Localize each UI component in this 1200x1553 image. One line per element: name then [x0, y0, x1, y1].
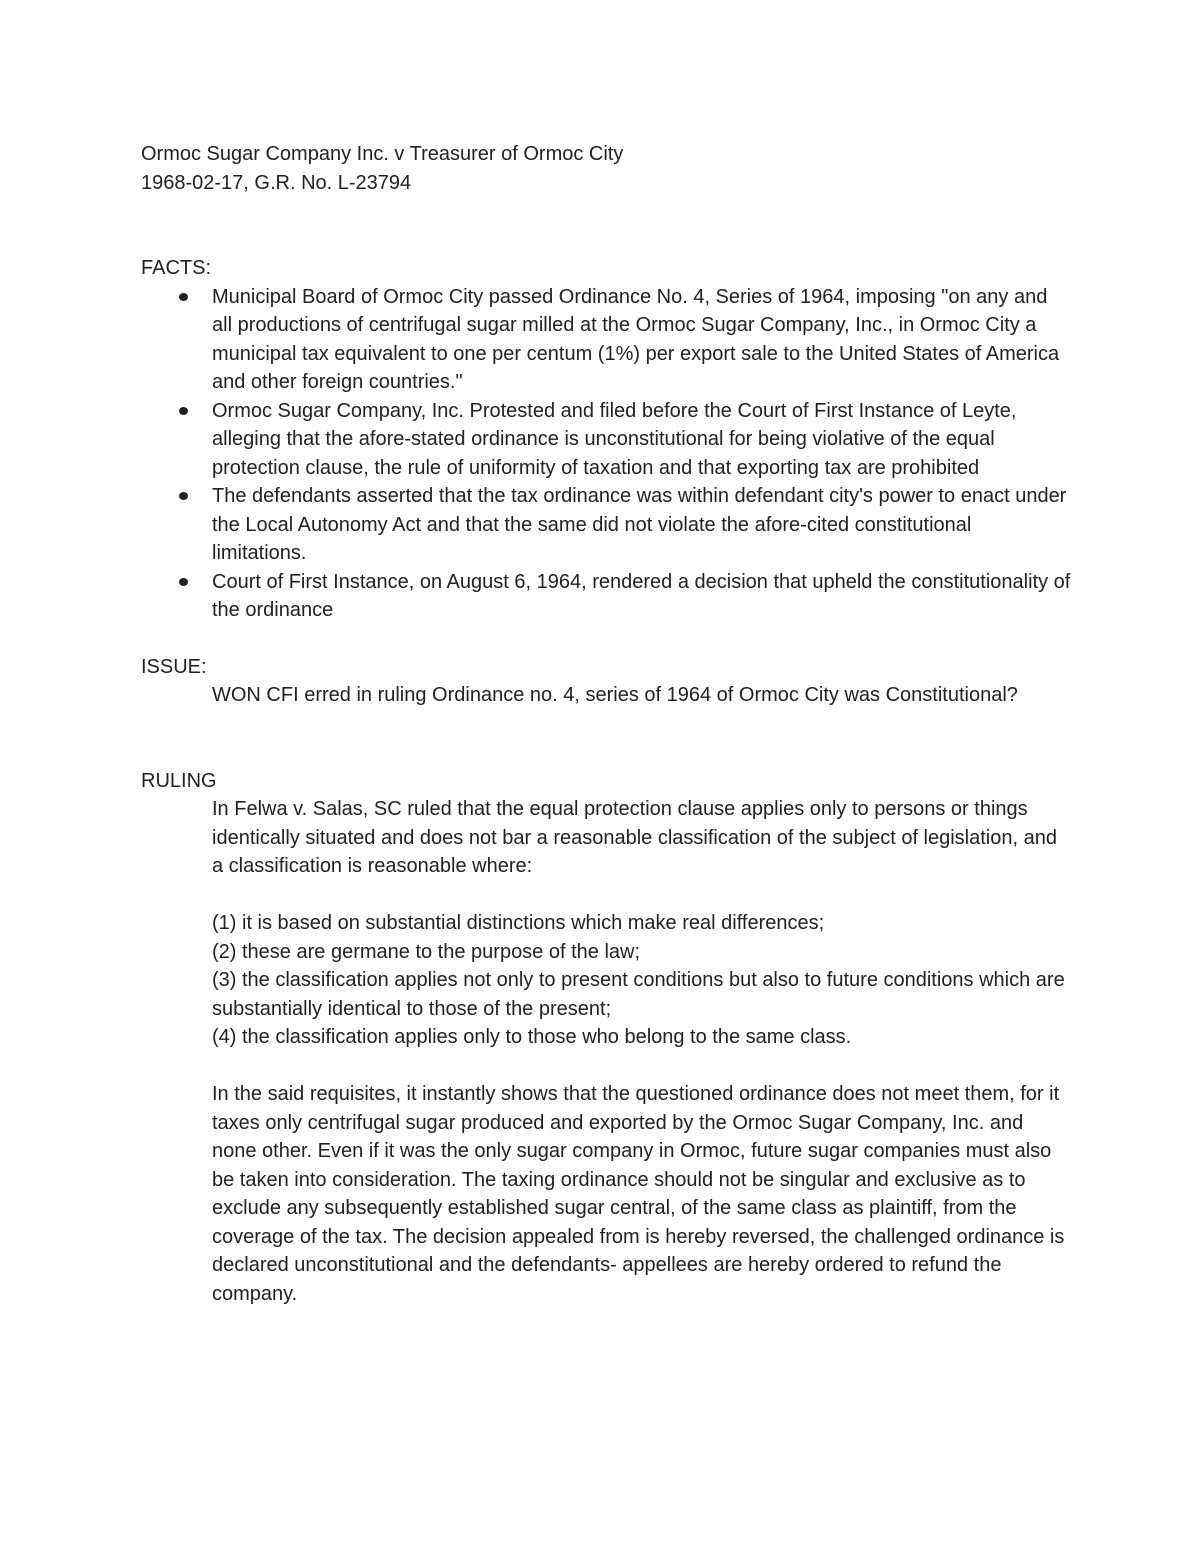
fact-text: Ormoc Sugar Company, Inc. Protested and filed before the Court of First Instance of Leyte, alleging that the afore-stated ordinance is unconstitutional for being violative of the equal protection clause, the rule of uniformity of taxation and that exporting tax are prohibited: [212, 399, 1017, 479]
fact-text: The defendants asserted that the tax ordinance was within defendant city's power to enact under the Local Autonomy Act and that the same did not violate the afore-cited constitutional limitations.: [212, 485, 1067, 564]
ruling-intro: In Felwa v. Salas, SC ruled that the equal protection clause applies only to persons or things identically situated and does not bar a reasonable classification of the subject of legislation, and a classification is reasonable where:: [212, 798, 1057, 877]
issue-heading: ISSUE:: [141, 655, 207, 678]
bullet-icon: [179, 578, 188, 586]
requisite-item: (3) the classification applies not only to present conditions but also to future conditions which are substantially identical to those of the present;: [212, 969, 1065, 1020]
requisite-item: (2) these are germane to the purpose of the law;: [212, 940, 641, 963]
requisite-item: (1) it is based on substantial distinctions which make real differences;: [212, 912, 825, 934]
requisite-item: (4) the classification applies only to those who belong to the same class.: [212, 1026, 852, 1048]
ruling-body: [141, 795, 1071, 1308]
case-title: Ormoc Sugar Company Inc. v Treasurer of Ormoc City: [141, 143, 624, 165]
bullet-icon: [179, 293, 188, 301]
facts-list: [141, 283, 1071, 625]
fact-item: [141, 482, 1071, 568]
fact-item: [141, 283, 1071, 397]
bullet-icon: [179, 407, 188, 415]
ruling-heading: RULING: [141, 769, 217, 792]
bullet-icon: [179, 492, 188, 500]
facts-heading: FACTS:: [141, 257, 212, 279]
fact-item: [141, 397, 1071, 483]
fact-text: Municipal Board of Ormoc City passed Ordinance No. 4, Series of 1964, imposing "on any and all productions of centrifugal sugar milled at the Ormoc Sugar Company, Inc., in Ormoc City a municipal tax equivalent to one per centum (1%) per export sale to the United States of America and other foreign countries.": [212, 285, 1060, 393]
case-header: [141, 140, 1071, 197]
paragraph-gap: [212, 1052, 1071, 1081]
paragraph-gap: [212, 881, 1071, 910]
ruling-conclusion: In the said requisites, it instantly shows that the questioned ordinance does not meet them, for it taxes only centrifugal sugar produced and exported by the Ormoc Sugar Company, Inc. and none other. Even if it was the only sugar company in Ormoc, future sugar companies must also be taken into consideration. The taxing ordinance should not be singular and exclusive as to exclude any subsequently established sugar central, of the same class as plaintiff, from the coverage of the tax. The decision appealed from is hereby reversed, the challenged ordinance is declared unconstitutional and the defendants- appellees are hereby ordered to refund the company.: [212, 1083, 1065, 1305]
fact-item: [141, 568, 1071, 625]
document-page: [141, 140, 1071, 1308]
issue-text: WON CFI erred in ruling Ordinance no. 4, series of 1964 of Ormoc City was Constitutional?: [212, 684, 1018, 706]
fact-text: Court of First Instance, on August 6, 1964, rendered a decision that upheld the constitutionality of the ordinance: [212, 570, 1071, 621]
case-citation: 1968-02-17, G.R. No. L-23794: [141, 171, 412, 194]
